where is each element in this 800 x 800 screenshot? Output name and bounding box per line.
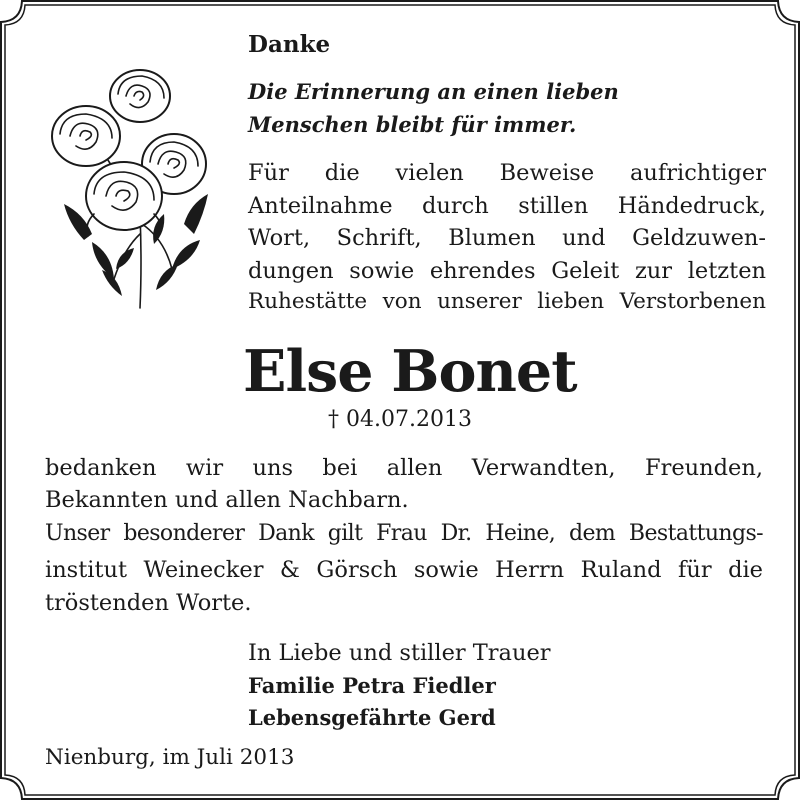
intro-line: Wort, Schrift, Blumen und Geldzuwen-: [248, 225, 766, 251]
place-date: Nienburg, im Juli 2013: [45, 745, 295, 770]
thanks-line: bedanken wir uns bei allen Verwandten, Freunden,: [45, 455, 763, 481]
deceased-name: Else Bonet: [243, 338, 577, 405]
intro-line: dungen sowie ehrendes Geleit zur letzten: [248, 258, 766, 284]
heading: Danke: [248, 31, 331, 58]
signature: Familie Petra Fiedler: [248, 673, 496, 698]
signature: Lebensgefährte Gerd: [248, 705, 496, 730]
motto-line: Die Erinnerung an einen lieben: [248, 79, 619, 104]
intro-line: Für die vielen Beweise aufrichtiger: [248, 160, 766, 186]
closing-line: In Liebe und stiller Trauer: [248, 640, 551, 666]
roses-illustration: [44, 64, 212, 312]
intro-line: Anteilnahme durch stillen Händedruck,: [248, 193, 766, 219]
death-date: † 04.07.2013: [328, 407, 472, 432]
thanks-line: Unser besonderer Dank gilt Frau Dr. Heine, dem Bestattungs-: [45, 521, 763, 546]
intro-line: Ruhestätte von unserer lieben Verstorbenen: [248, 289, 766, 314]
thanks-line: institut Weinecker & Görsch sowie Herrn Ruland für die: [45, 557, 763, 583]
thanks-line: tröstenden Worte.: [45, 590, 252, 616]
thanks-line: Bekannten und allen Nachbarn.: [45, 487, 409, 513]
motto-line: Menschen bleibt für immer.: [248, 112, 577, 137]
